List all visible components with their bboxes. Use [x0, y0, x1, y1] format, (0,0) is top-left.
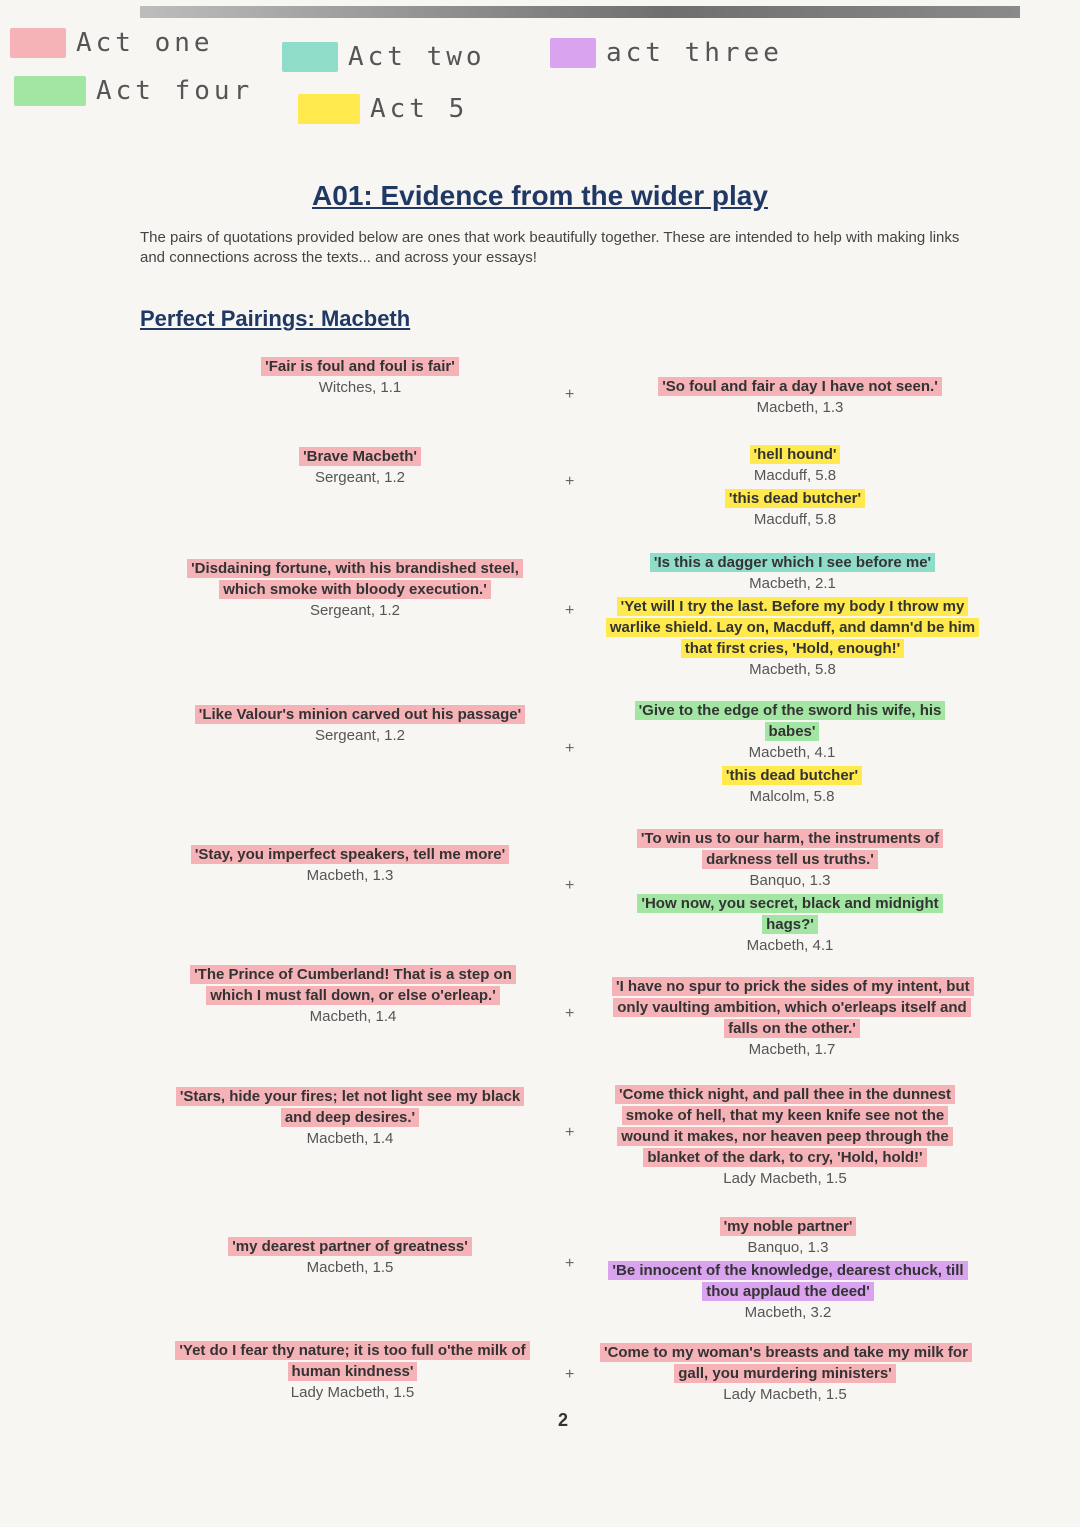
quotation [245, 356, 475, 398]
quotation [680, 444, 910, 486]
quotation [605, 552, 980, 594]
pair-plus-sign: + [565, 473, 575, 490]
highlighted-quote: 'Be innocent of the knowledge, dearest chuck, till thou applaud the deed' [608, 1261, 967, 1301]
quote-text [165, 1340, 540, 1382]
quote-text [600, 1342, 970, 1384]
quotation [170, 844, 530, 886]
highlighted-quote: 'my dearest partner of greatness' [228, 1237, 472, 1256]
quote-text [608, 1216, 968, 1237]
quote-text [612, 700, 972, 742]
quote-text [605, 1084, 965, 1168]
highlighted-quote: 'Yet will I try the last. Before my body I throw my warlike shield. Lay on, Macduff, and damn'd be him that first cries, 'Hold, enough!' [606, 597, 979, 658]
act-four-label: Act four [96, 76, 254, 106]
right-quotations [605, 552, 980, 682]
quotation [605, 596, 980, 680]
quotation [165, 1086, 535, 1149]
highlighted-quote: 'hell hound' [750, 445, 841, 464]
left-quotations [200, 1236, 500, 1280]
quote-speaker: Banquo, 1.3 [747, 1239, 829, 1256]
right-quotations [605, 1084, 965, 1191]
right-quotations [608, 1216, 968, 1325]
pair-plus-sign: + [565, 1366, 575, 1383]
right-quotations [612, 976, 972, 1062]
quotation [175, 704, 545, 746]
highlighted-quote: 'Like Valour's minion carved out his passage' [195, 705, 525, 724]
quotation [680, 488, 910, 530]
quote-speaker: Sergeant, 1.2 [314, 727, 406, 744]
quotation [178, 964, 528, 1027]
left-quotations [170, 844, 530, 888]
quote-speaker: Macbeth, 1.7 [748, 1041, 836, 1058]
quote-speaker: Macbeth, 1.4 [309, 1008, 397, 1025]
pair-plus-sign: + [565, 1255, 575, 1272]
quote-speaker: Lady Macbeth, 1.5 [723, 1386, 847, 1403]
quote-speaker: Macduff, 5.8 [753, 511, 837, 528]
quotation [608, 1260, 968, 1323]
highlighted-quote: 'Stay, you imperfect speakers, tell me more' [191, 845, 509, 864]
quote-text [200, 1236, 500, 1257]
quote-text [175, 704, 545, 725]
quote-text [608, 1260, 968, 1302]
quote-text [285, 446, 435, 467]
key-act-four [14, 76, 253, 106]
highlighted-quote: 'Disdaining fortune, with his brandished steel, which smoke with bloody execution.' [187, 559, 523, 599]
key-act-five [298, 94, 468, 124]
page-top-edge [140, 6, 1020, 18]
quote-text [165, 1086, 535, 1128]
quote-text [615, 828, 965, 870]
quote-speaker: Witches, 1.1 [318, 379, 402, 396]
quotation [175, 558, 535, 621]
act-two-label: Act two [348, 42, 486, 72]
left-quotations [175, 558, 535, 623]
intro-text: The pairs of quotations provided below are ones that work beautifully together. These are intended to help with making links and connections across the texts... and across your essays! [140, 229, 960, 266]
quote-speaker: Malcolm, 5.8 [749, 788, 835, 805]
page-title-wrap [0, 180, 1080, 212]
quote-text [612, 765, 972, 786]
quote-text [630, 376, 970, 397]
quotation [630, 376, 970, 418]
highlighted-quote: 'Come to my woman's breasts and take my milk for gall, you murdering ministers' [600, 1343, 972, 1383]
highlighted-quote: 'Give to the edge of the sword his wife, his babes' [635, 701, 946, 741]
quote-speaker: Macduff, 5.8 [753, 467, 837, 484]
quote-speaker: Macbeth, 4.1 [748, 744, 836, 761]
pair-plus-sign: + [565, 1124, 575, 1141]
act-three-swatch [550, 38, 596, 68]
act-four-swatch [14, 76, 86, 106]
quote-speaker: Macbeth, 1.5 [306, 1259, 394, 1276]
quote-speaker: Sergeant, 1.2 [309, 602, 401, 619]
quote-speaker: Macbeth, 1.3 [756, 399, 844, 416]
key-act-three [550, 38, 783, 68]
quotation [605, 1084, 965, 1189]
right-quotations [615, 828, 965, 958]
highlighted-quote: 'this dead butcher' [725, 489, 865, 508]
quotation [285, 446, 435, 488]
highlighted-quote: 'Fair is foul and foul is fair' [261, 357, 459, 376]
quotation [612, 976, 972, 1060]
act-one-swatch [10, 28, 66, 58]
act-two-swatch [282, 42, 338, 72]
highlighted-quote: 'this dead butcher' [722, 766, 862, 785]
highlighted-quote: 'Is this a dagger which I see before me' [650, 553, 935, 572]
highlighted-quote: 'Stars, hide your fires; let not light see my black and deep desires.' [176, 1087, 524, 1127]
pair-plus-sign: + [565, 1005, 575, 1022]
highlighted-quote: 'Brave Macbeth' [299, 447, 421, 466]
pair-plus-sign: + [565, 740, 575, 757]
highlighted-quote: 'my noble partner' [720, 1217, 857, 1236]
quote-text [175, 558, 535, 600]
quote-speaker: Macbeth, 1.4 [306, 1130, 394, 1147]
quote-speaker: Lady Macbeth, 1.5 [290, 1384, 415, 1401]
quote-text [605, 596, 980, 659]
page-number: 2 [558, 1410, 569, 1430]
section-heading: Perfect Pairings: Macbeth [140, 306, 411, 331]
act-three-label: act three [606, 38, 783, 68]
left-quotations [165, 1086, 535, 1151]
quote-speaker: Sergeant, 1.2 [314, 469, 406, 486]
quote-text [605, 552, 980, 573]
quote-speaker: Banquo, 1.3 [749, 872, 831, 889]
quote-speaker: Lady Macbeth, 1.5 [723, 1170, 847, 1187]
quote-text [178, 964, 528, 1006]
highlighted-quote: 'Yet do I fear thy nature; it is too full o'the milk of human kindness' [175, 1341, 529, 1381]
left-quotations [245, 356, 475, 400]
quotation [615, 893, 965, 956]
key-act-two [282, 42, 486, 72]
highlighted-quote: 'The Prince of Cumberland! That is a step on which I must fall down, or else o'erleap.' [190, 965, 516, 1005]
left-quotations [165, 1340, 540, 1405]
quote-speaker: Macbeth, 2.1 [749, 575, 836, 592]
highlighted-quote: 'To win us to our harm, the instruments of darkness tell us truths.' [637, 829, 943, 869]
right-quotations [680, 444, 910, 532]
act-five-label: Act 5 [370, 94, 469, 124]
quotation [612, 700, 972, 763]
quotation [165, 1340, 540, 1403]
pair-plus-sign: + [565, 386, 575, 403]
highlighted-quote: 'So foul and fair a day I have not seen.' [658, 377, 942, 396]
highlighted-quote: 'How now, you secret, black and midnight hags?' [637, 894, 942, 934]
quotation [600, 1342, 970, 1405]
left-quotations [285, 446, 435, 490]
quote-text [170, 844, 530, 865]
quote-text [680, 444, 910, 465]
act-one-label: Act one [76, 28, 214, 58]
right-quotations [600, 1342, 970, 1407]
right-quotations [612, 700, 972, 809]
page-title: A01: Evidence from the wider play [312, 180, 768, 211]
right-quotations [630, 376, 970, 420]
pair-plus-sign: + [565, 602, 575, 619]
quotation [608, 1216, 968, 1258]
highlighted-quote: 'I have no spur to prick the sides of my intent, but only vaulting ambition, which o'erleaps itself and falls on the other.' [612, 977, 974, 1038]
quote-text [612, 976, 972, 1039]
quotation [200, 1236, 500, 1278]
pair-plus-sign: + [565, 877, 575, 894]
quote-speaker: Macbeth, 5.8 [749, 661, 836, 678]
quote-speaker: Macbeth, 3.2 [744, 1304, 832, 1321]
act-five-swatch [298, 94, 360, 124]
quote-speaker: Macbeth, 4.1 [746, 937, 834, 954]
quotation [612, 765, 972, 807]
quote-text [680, 488, 910, 509]
quote-text [615, 893, 965, 935]
left-quotations [178, 964, 528, 1029]
left-quotations [175, 704, 545, 748]
quote-speaker: Macbeth, 1.3 [306, 867, 394, 884]
quote-text [245, 356, 475, 377]
highlighted-quote: 'Come thick night, and pall thee in the dunnest smoke of hell, that my keen knife see not the wound it makes, nor heaven peep through the blanket of the dark, to cry, 'Hold, hold!' [615, 1085, 955, 1167]
quotation [615, 828, 965, 891]
key-act-one [10, 28, 214, 58]
